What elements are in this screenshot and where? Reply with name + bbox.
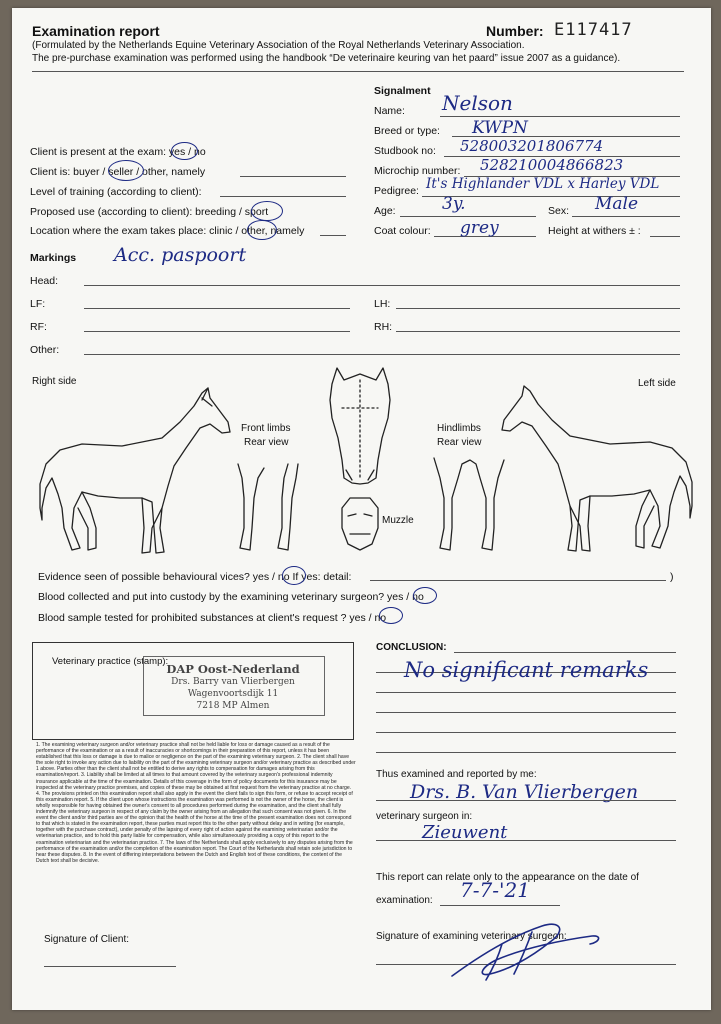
name-value: Nelson [442, 91, 513, 115]
microchip-value: 528210004866823 [480, 156, 624, 174]
pedigree-value: It's Highlander VDL x Harley VDL [426, 176, 660, 192]
disclaimer-text: 1. The examining veterinary surgeon and/or veterinary practice shall not be held liable for loss or damage caused as a result of the performance of the examination or as a result of inaccuracies or shortcomings in their preparation of this report, unless it has been established that this loss or damage is due to malice or negligence on the part of the examining veterinary surgeon. 2. The client shall have the sole right to invoke any action due to liability on the part of the examining veterinary surgeon and/or veterinary practice as described under 1 above. Parties other than the client shall not be entitled to derive any rights to compensation for damages arising from this examination/report. 3. Liability shall be limited at all times to that amount covered by the veterinary surgeon's professional indemnity insurance applicable at the time of the examination. Details of this coverage in the form of policy documents for this insurance may be inspected at the veterinary practice premises, and copies of these may be obtained at first request from the veterinary practice at no charge. 4. The provisions printed on this examination report shall also apply in the event the client fails to sign this form, or refuse to accept receipt of this examination report. 5. If the client upon whose instructions the examination was performed is not the owner of the horse, the client is wholly responsible for having obtained the owner's consent to all procedures performed during the examination, and the client shall fully indemnify the veterinary surgeon in respect of any claim by the owner arising from an allegation that such consent was not given. 6. In the event the client and/or third parties are of the opinion that the health of the horse at the time of the present examination does not correspond to that which is stated in the examination report, these parties must report this to the other party without delay and in writing (for example, together with the purchase contract), under penalty of the lapsing of every right of action against the examining veterinarian and/or the veterinarian practice, and to hold this party liable for compensation, while also simultaneously providing a copy of this report to the examination veterinarian and the veterinarian practice. 7. The laws of the Netherlands shall apply exclusively to any disputes arising from the performance of the examination and/or the completion of the examination report. The Court of the Netherlands shall retain sole jurisdiction to hear these disputes. 8. In the event of differing interpretations between the Dutch and English text of these conditions, the content of the Dutch text shall be decisive. [36, 742, 356, 864]
stamp-line-3: Wagenvoortsdijk 11 [187, 689, 279, 699]
vices-close-paren: ) [670, 571, 674, 583]
lf-label: LF: [30, 298, 46, 310]
signalment-heading: Signalment [374, 85, 431, 97]
horse-left-side-outline [502, 386, 692, 551]
muzzle-label: Muzzle [382, 515, 414, 526]
sex-label: Sex: [548, 205, 570, 217]
client-role-field: Client is: buyer / seller / other, namely [30, 166, 206, 178]
substances-no-circle-mark [379, 607, 403, 624]
examined-by-line [376, 800, 676, 801]
conclusion-line-5 [376, 732, 676, 733]
conclusion-line-3 [376, 692, 676, 693]
client-signature-line [44, 966, 176, 967]
training-field: Level of training (according to client): [30, 186, 202, 198]
rf-label: RF: [30, 321, 47, 333]
coat-value: grey [460, 218, 499, 238]
conclusion-line-4 [376, 712, 676, 713]
vices-no-circle-mark [282, 566, 306, 585]
report-number: E117417 [554, 20, 633, 40]
stamp-line-1: DAP Oost-Nederland [166, 662, 300, 676]
vices-detail-line [370, 580, 666, 581]
pedigree-label: Pedigree: [374, 185, 419, 197]
conclusion-line-1 [454, 652, 676, 653]
examined-by-label: Thus examined and reported by me: [376, 769, 537, 780]
city-label: veterinary surgeon in: [376, 811, 473, 822]
number-label: Number: [486, 23, 544, 39]
left-side-label: Left side [638, 378, 676, 389]
conclusion-label: CONCLUSION: [376, 642, 447, 653]
hind-limbs-rear-view-outline [434, 458, 504, 550]
markings-heading: Markings [30, 252, 77, 264]
head-label: Head: [30, 275, 59, 287]
age-value: 3y. [442, 194, 466, 214]
conclusion-line-6 [376, 752, 676, 753]
vet-signature-scribble [442, 914, 612, 984]
city-value: Zieuwent [422, 822, 508, 843]
examination-report-page [12, 8, 711, 1010]
markings-handwritten: Acc. paspoort [114, 244, 247, 266]
front-limbs-rear-view-outline [238, 464, 298, 550]
client-present-field: Client is present at the exam: yes / no [30, 146, 206, 158]
age-label: Age: [374, 205, 396, 217]
sex-value: Male [595, 194, 639, 214]
right-side-label: Right side [32, 376, 77, 387]
report-title: Examination report [32, 23, 160, 39]
vices-question: Evidence seen of possible behavioural vices? yes / no If yes: detail: [38, 571, 352, 583]
hind-rear-view-label: Rear view [437, 437, 482, 448]
microchip-label: Microchip number: [374, 165, 461, 177]
practice-label: Veterinary practice (stamp): [52, 656, 169, 667]
city-line [376, 840, 676, 841]
coat-label: Coat colour: [374, 225, 431, 237]
name-label: Name: [374, 105, 405, 117]
subtitle-line-2: The pre-purchase examination was performed using the handbook “De veterinaire keuring van het paard” issue 2007 as a guidance). [32, 53, 621, 64]
conclusion-handwritten: No significant remarks [404, 658, 649, 682]
other-label: Other: [30, 344, 60, 356]
rh-label: RH: [374, 321, 393, 333]
studbook-label: Studbook no: [374, 145, 436, 157]
examination-date: 7-7-'21 [460, 878, 530, 902]
horse-right-side-outline [40, 388, 230, 553]
proposed-use-field: Proposed use (according to client): breeding / sport [30, 206, 269, 218]
breed-label: Breed or type: [374, 125, 440, 137]
subtitle-line-1: (Formulated by the Netherlands Equine Veterinary Association of the Royal Netherlands Veterinary Association. [32, 40, 525, 51]
blood-custody-question: Blood collected and put into custody by the examining veterinary surgeon? yes / no [38, 591, 424, 603]
horse-muzzle-outline [342, 498, 378, 550]
front-limbs-label: Front limbs [241, 423, 291, 434]
relate-text-2: examination: [376, 895, 433, 906]
stamp-line-4: 7218 MP Almen [196, 701, 270, 711]
relate-text-1: This report can relate only to the appearance on the date of [376, 872, 639, 883]
hindlimbs-label: Hindlimbs [437, 423, 481, 434]
studbook-value: 528003201806774 [460, 137, 604, 155]
front-rear-view-label: Rear view [244, 437, 289, 448]
height-label: Height at withers ± : [548, 225, 641, 237]
examined-by-name: Drs. B. Van Vlierbergen [410, 781, 639, 803]
date-line [440, 905, 560, 906]
horse-head-front-outline [330, 368, 390, 484]
lh-label: LH: [374, 298, 391, 310]
breed-value: KWPN [472, 118, 528, 138]
blood-no-circle-mark [413, 587, 437, 604]
substances-question: Blood sample tested for prohibited substances at client's request ? yes / no [38, 612, 387, 624]
location-field: Location where the exam takes place: clinic / other, namely [30, 225, 305, 237]
stamp-line-2: Drs. Barry van Vlierbergen [171, 677, 295, 687]
client-signature-label: Signature of Client: [44, 934, 130, 945]
vet-signature-label: Signature of examining veterinary surgeon: [376, 931, 567, 942]
